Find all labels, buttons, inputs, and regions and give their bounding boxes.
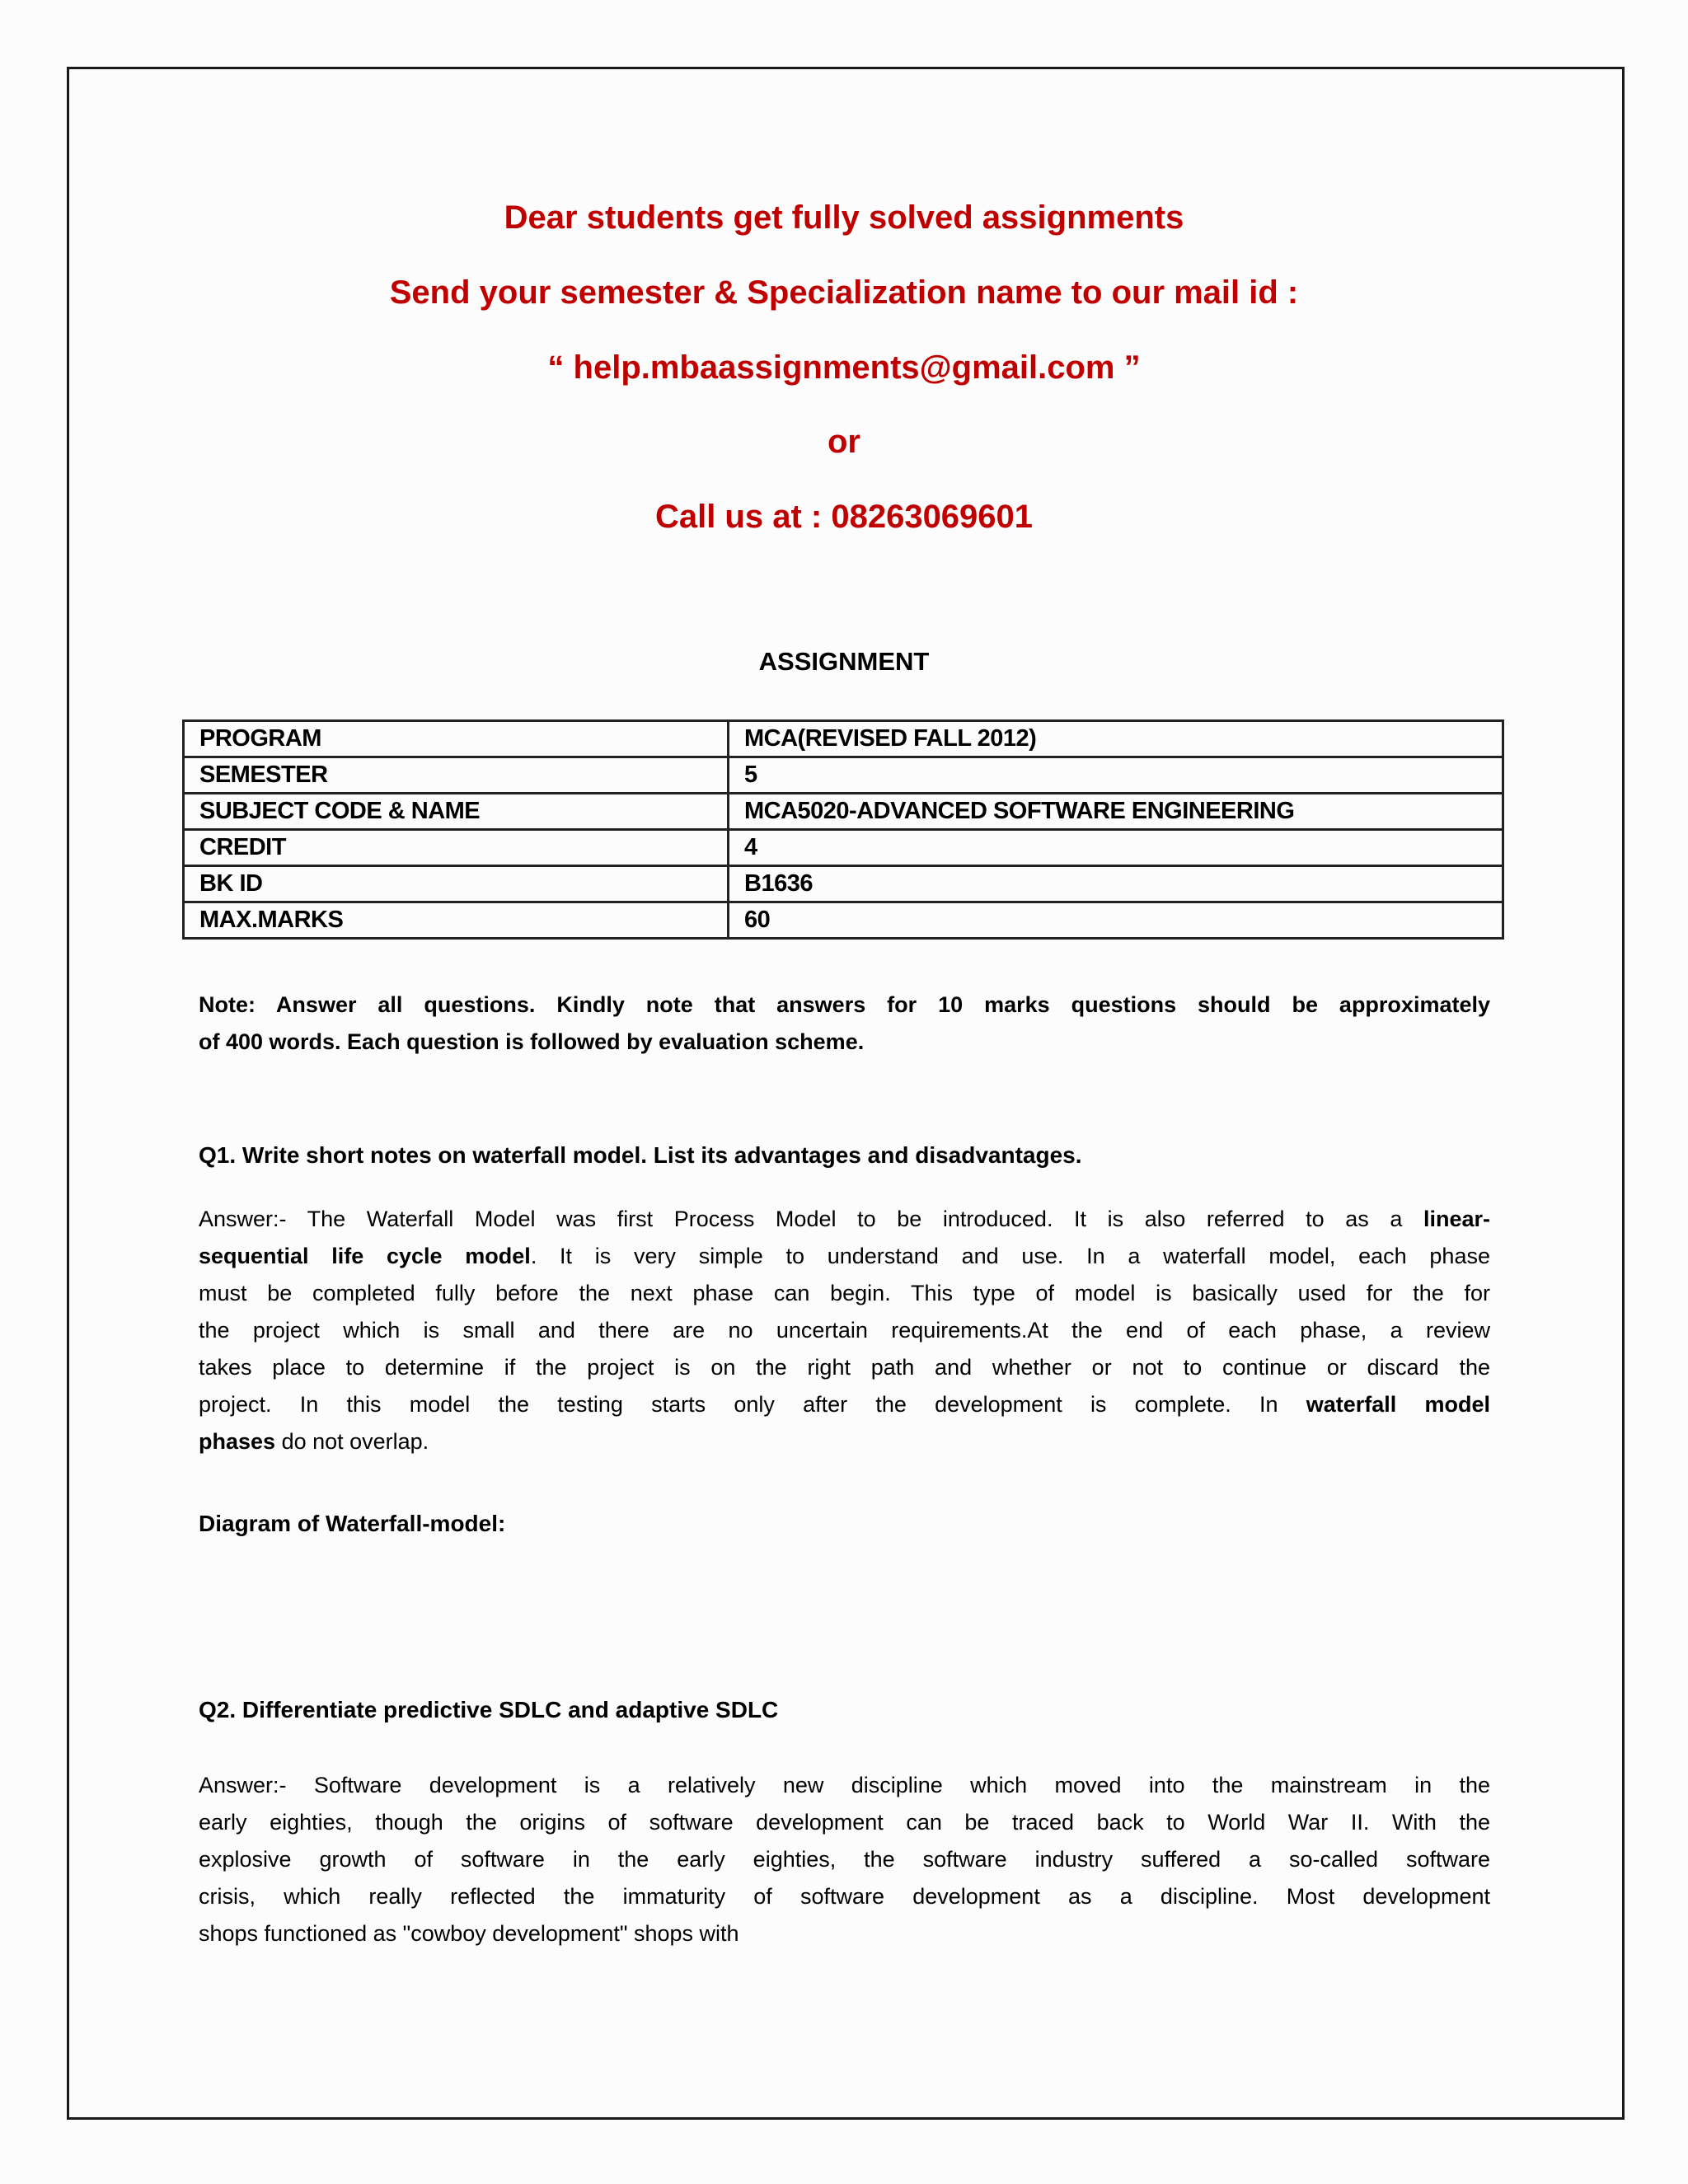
text-line [199,1386,1490,1423]
text-line [199,1349,1490,1386]
text-segment: . It is very simple to understand and use. In a waterfall model, each phase [530,1244,1490,1268]
table-label: MAX.MARKS [184,902,729,939]
text-segment: must be completed fully before the next phase can begin. This type of model is basically used for the for [199,1281,1490,1305]
assignment-title: ASSIGNMENT [758,647,930,676]
text-line [199,1024,1490,1061]
table-label: CREDIT [184,830,729,866]
text-line [199,1275,1490,1312]
q2-heading: Q2. Differentiate predictive SDLC and adaptive SDLC [199,1697,779,1722]
table-value: 60 [729,902,1503,939]
text-segment: crisis, which really reflected the immaturity of software development as a discipline. Most development [199,1884,1490,1909]
diagram-heading: Diagram of Waterfall-model: [199,1511,506,1536]
text-segment: takes place to determine if the project is on the right path and whether or not to continue or discard the [199,1355,1490,1380]
text-line [199,987,1490,1024]
text-segment: project. In this model the testing starts only after the development is complete. In [199,1392,1306,1417]
promo-or: or [828,424,860,460]
assignment-info-table [182,719,1504,940]
bold-text: of 400 words. Each question is followed by evaluation scheme. [199,1029,865,1054]
text-line [199,1878,1490,1915]
table-label: SUBJECT CODE & NAME [184,794,729,830]
table-value: MCA(REVISED FALL 2012) [729,721,1503,757]
text-line [199,1767,1490,1804]
promo-instruction: Send your semester & Specialization name to our mail id : [389,274,1299,311]
text-line [199,1841,1490,1878]
q1-answer [199,1201,1490,1460]
text-line [199,1238,1490,1275]
promo-email: “ help.mbaassignments@gmail.com ” [547,349,1141,386]
table-row [184,757,1503,794]
bold-text: linear- [1423,1207,1490,1231]
text-segment: the project which is small and there are no uncertain requirements.At the end of each phase, a review [199,1318,1490,1343]
text-segment: Answer:- The Waterfall Model was first Process Model to be introduced. It is also referred to as a [199,1207,1423,1231]
text-segment: early eighties, though the origins of software development can be traced back to World War II. With the [199,1810,1490,1835]
table-row [184,721,1503,757]
text-line [199,1804,1490,1841]
table-row [184,794,1503,830]
text-segment: shops functioned as "cowboy development" shops with [199,1921,739,1946]
bold-text: sequential life cycle model [199,1244,531,1268]
text-line [199,1312,1490,1349]
text-segment: do not overlap. [275,1429,429,1454]
q2-answer [199,1767,1490,1952]
bold-text: Note: Answer all questions. Kindly note that answers for 10 marks questions should be approximately [199,992,1490,1017]
table-value: 4 [729,830,1503,866]
text-line [199,1915,1490,1952]
promo-phone: Call us at : 08263069601 [654,499,1034,535]
table-value: MCA5020-ADVANCED SOFTWARE ENGINEERING [729,794,1503,830]
table-label: SEMESTER [184,757,729,794]
table-value: B1636 [729,866,1503,902]
table-value: 5 [729,757,1503,794]
bold-text: phases [199,1429,276,1454]
table-row [184,830,1503,866]
table-label: BK ID [184,866,729,902]
table-label: PROGRAM [184,721,729,757]
q1-heading: Q1. Write short notes on waterfall model. List its advantages and disadvantages. [199,1142,1082,1168]
note-paragraph [199,987,1490,1061]
text-segment: Answer:- Software development is a relatively new discipline which moved into the mainstream in the [199,1773,1490,1797]
text-line [199,1423,1490,1460]
text-segment: explosive growth of software in the early eighties, the software industry suffered a so-called software [199,1847,1490,1872]
promo-headline: Dear students get fully solved assignments [504,199,1184,236]
bold-text: waterfall model [1306,1392,1491,1417]
table-row [184,866,1503,902]
text-line [199,1201,1490,1238]
table-row [184,902,1503,939]
